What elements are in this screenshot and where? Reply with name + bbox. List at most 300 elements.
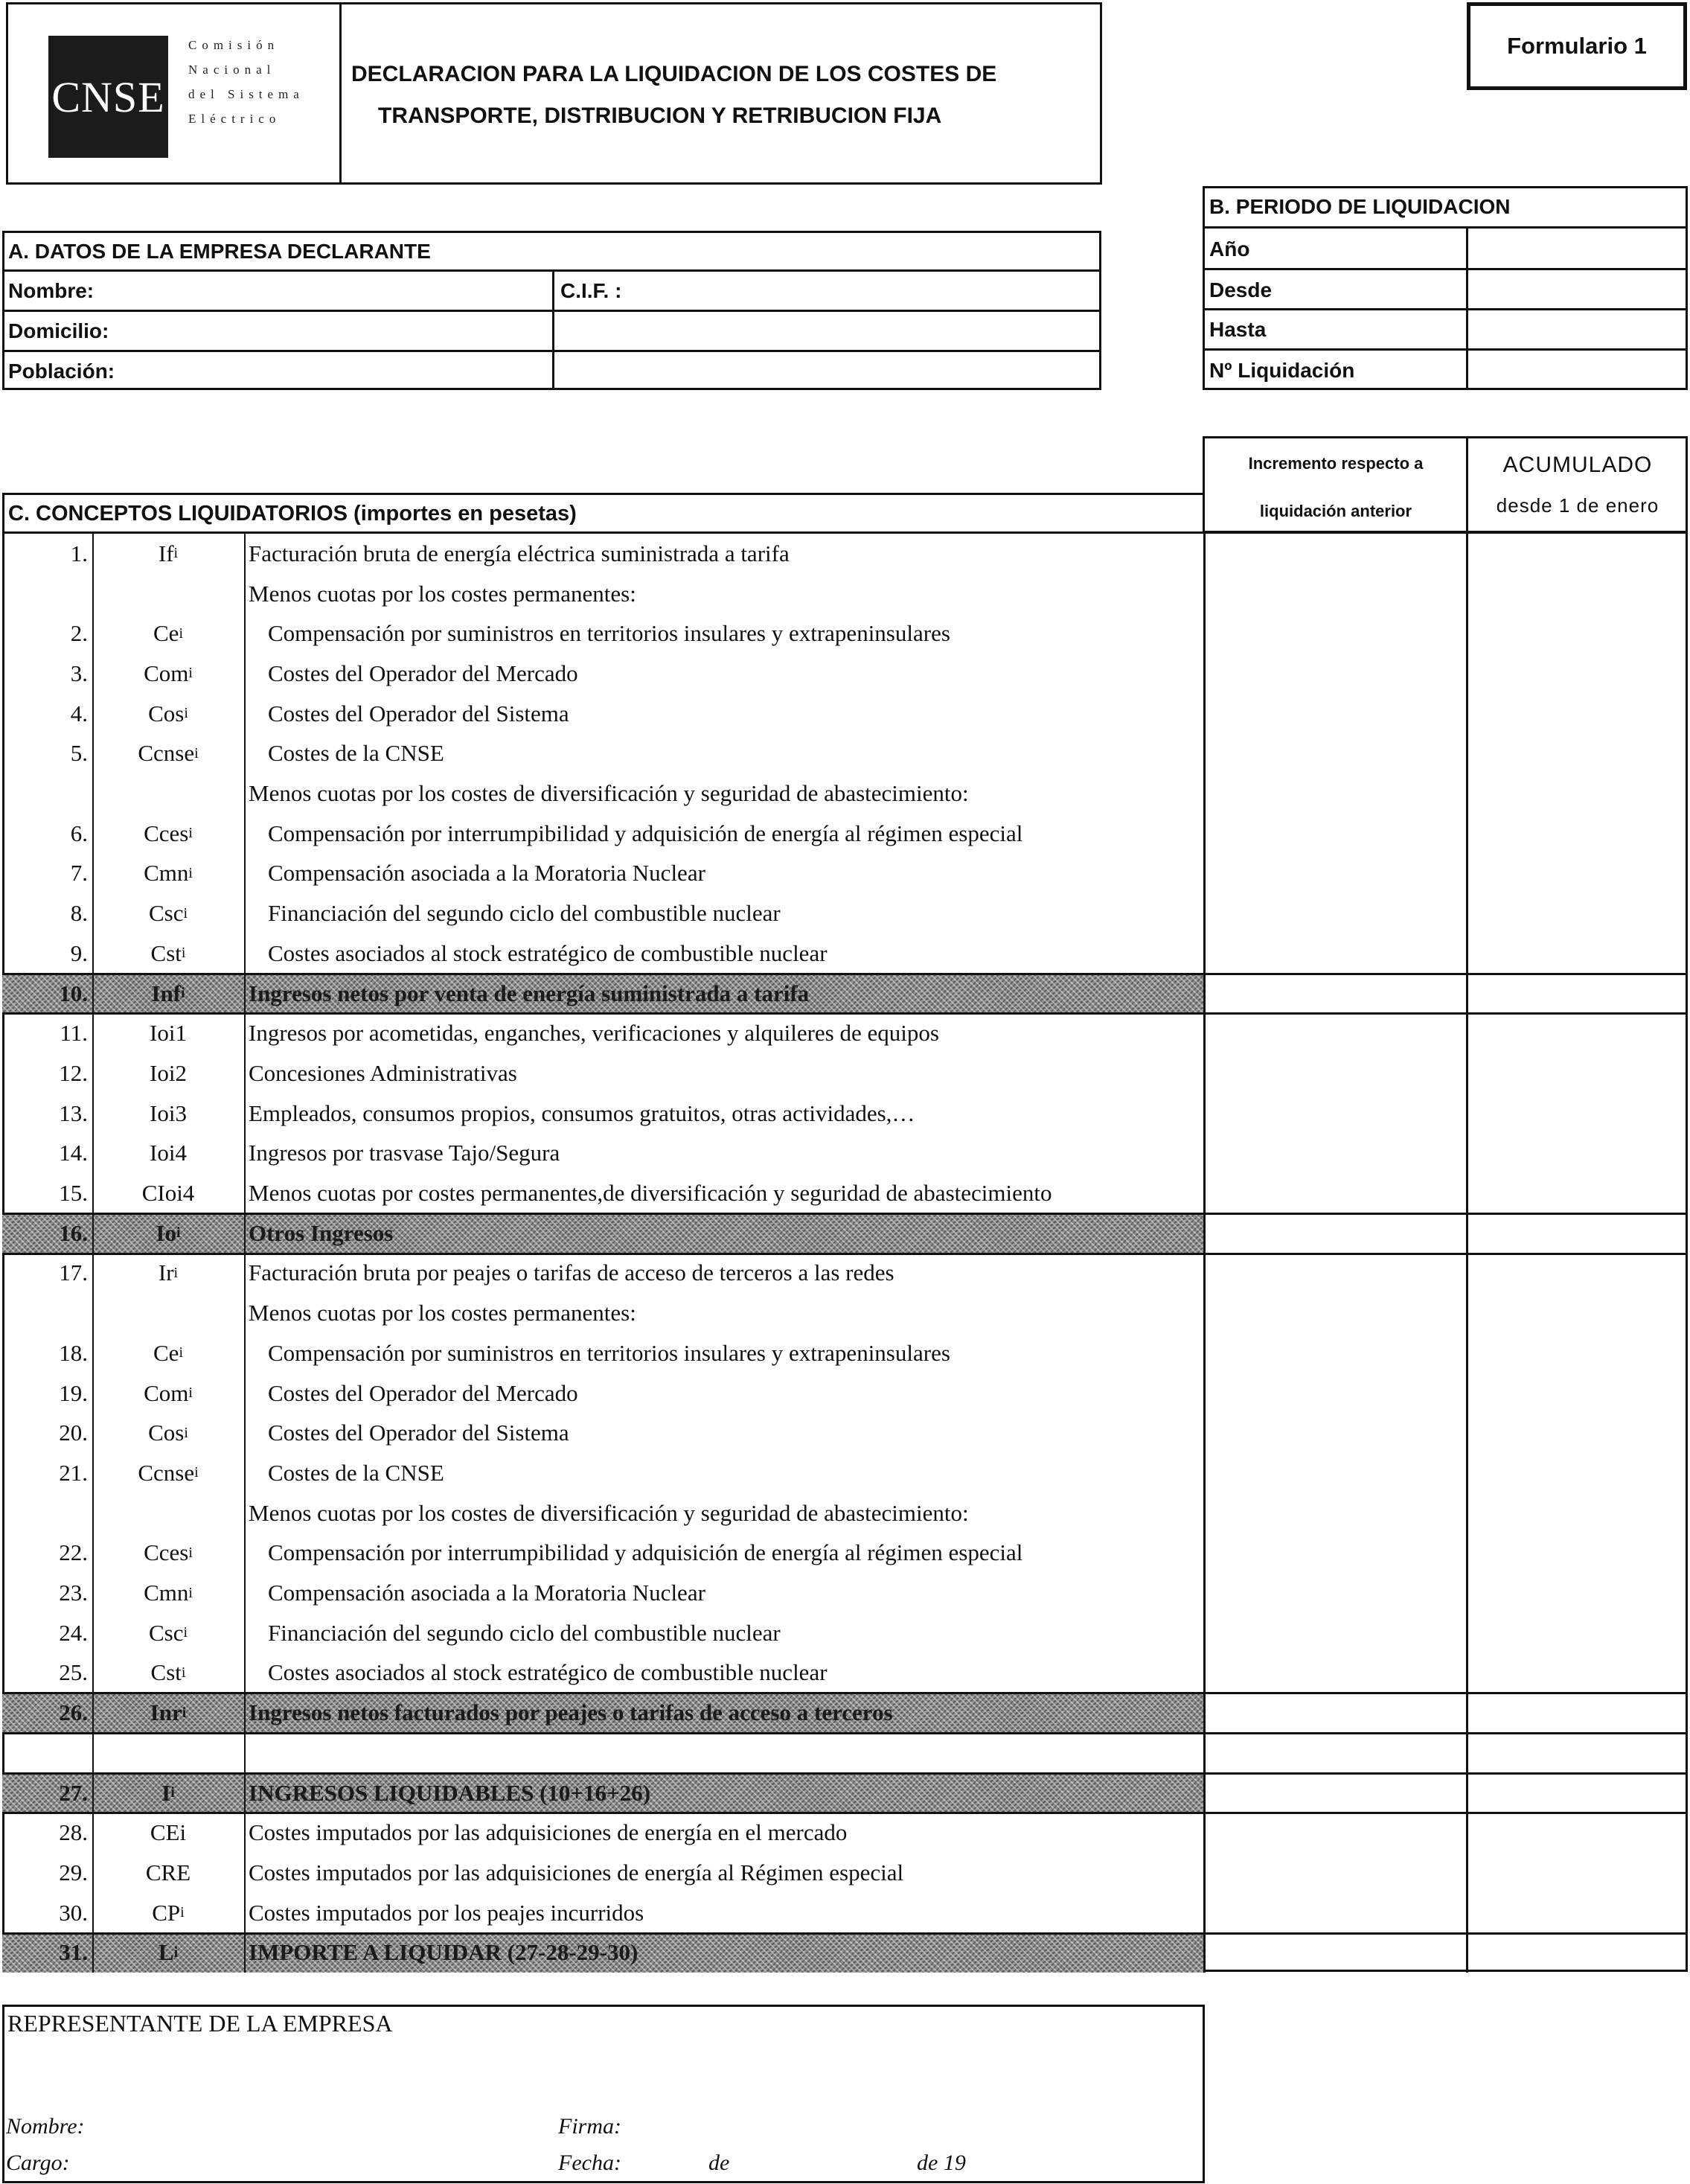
concept-row — [2, 1213, 1688, 1254]
symbol-main: L — [158, 1939, 174, 1966]
incremento-cell[interactable] — [1203, 1933, 1466, 1973]
symbol-subscript: i — [188, 665, 193, 682]
symbol-subscript: i — [188, 825, 193, 842]
acumulado-cell[interactable] — [1466, 814, 1688, 854]
row-symbol — [92, 1733, 244, 1773]
acumulado-cell[interactable] — [1466, 654, 1688, 694]
acumulado-cell[interactable] — [1466, 893, 1688, 933]
row-divider — [2, 973, 1688, 975]
incremento-cell[interactable] — [1203, 1093, 1466, 1134]
row-symbol — [92, 574, 244, 614]
concept-row — [2, 933, 1688, 974]
ano-label: Año — [1209, 237, 1250, 261]
symbol-main: CEi — [150, 1819, 187, 1846]
acumulado-cell[interactable] — [1466, 534, 1688, 574]
document-title — [351, 54, 1095, 137]
row-number — [2, 574, 92, 614]
row-symbol — [92, 1053, 244, 1093]
row-description: Compensación por suministros en territorios insulares y extrapeninsulares — [268, 620, 950, 647]
row-number — [2, 1733, 92, 1773]
symbol-subscript: i — [176, 1224, 181, 1242]
symbol-main: Com — [144, 1379, 189, 1406]
concept-row — [2, 1853, 1688, 1893]
row-number: 6. — [70, 820, 88, 846]
rep-fecha-de: de — [708, 2151, 730, 2175]
row-description: Ingresos por acometidas, enganches, verificaciones y alquileres de equipos — [249, 1020, 939, 1047]
row-symbol — [92, 1254, 244, 1294]
incremento-cell[interactable] — [1203, 1733, 1466, 1773]
title-line-2: TRANSPORTE, DISTRIBUCION Y RETRIBUCION FIJA — [378, 103, 942, 128]
representante-title: REPRESENTANTE DE LA EMPRESA — [7, 2010, 393, 2037]
row-symbol — [92, 1293, 244, 1333]
incremento-cell[interactable] — [1203, 974, 1466, 1014]
acumulado-cell[interactable] — [1466, 1533, 1688, 1574]
concept-row — [2, 1693, 1688, 1733]
concept-row — [2, 1413, 1688, 1453]
symbol-subscript: i — [173, 1264, 179, 1281]
symbol-main: Cces — [144, 820, 189, 846]
concept-row — [2, 814, 1688, 854]
acumulado-cell[interactable] — [1466, 1213, 1688, 1254]
logo-mark — [48, 36, 168, 158]
row-symbol — [92, 1093, 244, 1134]
symbol-main: Cmn — [144, 860, 189, 887]
acumulado-cell[interactable] — [1466, 694, 1688, 734]
symbol-subscript: i — [188, 864, 193, 881]
row-number: 4. — [70, 700, 88, 727]
symbol-main: If — [158, 540, 174, 566]
row-number: 29. — [59, 1859, 88, 1886]
concept-row — [2, 1573, 1688, 1613]
incremento-cell[interactable] — [1203, 1254, 1466, 1294]
row-description: Ingresos netos facturados por peajes o tarifas de acceso a terceros — [249, 1699, 893, 1726]
concept-row — [2, 1493, 1688, 1533]
row-number: 9. — [70, 939, 88, 966]
row-description: Costes del Operador del Mercado — [268, 660, 578, 686]
incremento-cell[interactable] — [1203, 734, 1466, 774]
acumulado-header-line: ACUMULADO — [1502, 453, 1653, 477]
incremento-cell[interactable] — [1203, 1573, 1466, 1613]
incremento-cell[interactable] — [1203, 1453, 1466, 1493]
row-description: Costes de la CNSE — [268, 740, 444, 767]
symbol-subscript: i — [181, 945, 186, 962]
incremento-cell[interactable] — [1203, 1613, 1466, 1653]
row-symbol — [92, 1813, 244, 1853]
incremento-cell[interactable] — [1203, 1053, 1466, 1093]
concept-row — [2, 534, 1688, 574]
row-number: 2. — [70, 620, 88, 647]
symbol-main: Ioi4 — [150, 1140, 187, 1166]
acumulado-cell[interactable] — [1466, 1053, 1688, 1093]
symbol-main: Cos — [148, 700, 185, 727]
row-symbol — [92, 1533, 244, 1574]
rep-firma-label: Firma: — [558, 2114, 621, 2139]
incremento-cell[interactable] — [1203, 1134, 1466, 1174]
symbol-main: Com — [144, 660, 189, 686]
row-number: 1. — [70, 540, 88, 566]
row-number: 10. — [59, 980, 88, 1006]
row-description: Costes asociados al stock estratégico de combustible nuclear — [268, 1659, 828, 1686]
row-number: 20. — [59, 1420, 88, 1446]
row-number — [2, 773, 92, 814]
row-symbol — [92, 974, 244, 1014]
acumulado-cell[interactable] — [1466, 1453, 1688, 1493]
acumulado-cell[interactable] — [1466, 1013, 1688, 1053]
row-description: Costes imputados por las adquisiciones de energía en el mercado — [249, 1819, 848, 1846]
symbol-main: Ioi2 — [150, 1059, 187, 1086]
symbol-main: Ioi3 — [150, 1099, 187, 1126]
row-description: Compensación por interrumpibilidad y adquisición de energía al régimen especial — [268, 1539, 1023, 1566]
row-divider — [2, 1253, 1688, 1255]
concept-row — [2, 974, 1688, 1014]
acumulado-cell[interactable] — [1466, 1613, 1688, 1653]
symbol-main: Ce — [153, 620, 179, 647]
form-label: Formulario 1 — [1507, 33, 1647, 59]
symbol-main: CIoi4 — [141, 1180, 195, 1207]
acumulado-cell[interactable] — [1466, 734, 1688, 774]
row-description: Facturación bruta por peajes o tarifas de acceso de terceros a las redes — [249, 1259, 894, 1286]
row-number: 5. — [70, 740, 88, 767]
symbol-subscript: i — [184, 1424, 188, 1441]
row-description: Compensación por suministros en territorios insulares y extrapeninsulares — [268, 1339, 950, 1366]
row-symbol — [92, 1853, 244, 1893]
incremento-cell[interactable] — [1203, 1293, 1466, 1333]
row-description: Costes imputados por las adquisiciones de energía al Régimen especial — [249, 1859, 904, 1886]
acumulado-cell[interactable] — [1466, 1853, 1688, 1893]
row-number — [2, 1493, 92, 1533]
symbol-main: Ioi1 — [150, 1020, 187, 1047]
row-description: Facturación bruta de energía eléctrica suministrada a tarifa — [249, 540, 790, 566]
acumulado-cell[interactable] — [1466, 1693, 1688, 1733]
incremento-cell[interactable] — [1203, 574, 1466, 614]
row-description: Menos cuotas por costes permanentes,de diversificación y seguridad de abastecimiento — [249, 1180, 1052, 1207]
row-number: 16. — [59, 1219, 88, 1246]
row-symbol — [92, 1693, 244, 1733]
row-divider — [2, 1772, 1688, 1775]
acumulado-cell[interactable] — [1466, 1293, 1688, 1333]
concept-row — [2, 1613, 1688, 1653]
incremento-header-line: Incremento respecto a — [1248, 454, 1424, 473]
poblacion-label: Población: — [8, 360, 115, 383]
row-description: Costes del Operador del Sistema — [268, 1420, 569, 1446]
incremento-cell[interactable] — [1203, 1493, 1466, 1533]
logo-line: del Sistema — [188, 87, 304, 101]
symbol-main: Cst — [150, 1659, 182, 1686]
concept-row — [2, 1813, 1688, 1853]
acumulado-cell[interactable] — [1466, 1173, 1688, 1213]
incremento-cell[interactable] — [1203, 1173, 1466, 1213]
symbol-main: Cst — [150, 939, 182, 966]
concept-row — [2, 1134, 1688, 1174]
acumulado-cell[interactable] — [1466, 773, 1688, 814]
form-label-box — [1467, 2, 1687, 90]
row-description: Costes asociados al stock estratégico de combustible nuclear — [268, 939, 828, 966]
concept-row — [2, 1773, 1688, 1813]
cif-label: C.I.F. : — [560, 279, 622, 302]
incremento-cell[interactable] — [1203, 1333, 1466, 1373]
symbol-subscript: i — [183, 904, 188, 922]
symbol-subscript: i — [188, 1584, 193, 1601]
concept-row — [2, 1893, 1688, 1933]
symbol-subscript: i — [179, 625, 183, 642]
symbol-subscript: i — [173, 545, 179, 562]
row-symbol — [92, 694, 244, 734]
concept-row — [2, 1254, 1688, 1294]
row-symbol — [92, 1573, 244, 1613]
incremento-cell[interactable] — [1203, 534, 1466, 574]
symbol-main: I — [161, 1779, 171, 1806]
row-description: Costes del Operador del Sistema — [268, 700, 569, 727]
concept-row — [2, 1533, 1688, 1574]
incremento-cell[interactable] — [1203, 694, 1466, 734]
row-symbol — [92, 1333, 244, 1373]
row-symbol — [92, 893, 244, 933]
incremento-cell[interactable] — [1203, 1013, 1466, 1053]
row-description: Otros Ingresos — [249, 1219, 394, 1246]
row-symbol — [92, 1893, 244, 1933]
symbol-main: Csc — [148, 1619, 184, 1646]
logo-line: Eléctrico — [188, 112, 281, 126]
row-number: 18. — [59, 1339, 88, 1366]
row-symbol — [92, 1613, 244, 1653]
rep-nombre-label: Nombre: — [6, 2114, 85, 2139]
incremento-cell[interactable] — [1203, 854, 1466, 894]
incremento-cell[interactable] — [1203, 1813, 1466, 1853]
incremento-cell[interactable] — [1203, 654, 1466, 694]
symbol-subscript: i — [183, 1624, 188, 1641]
incremento-cell[interactable] — [1203, 1653, 1466, 1693]
acumulado-cell[interactable] — [1466, 1413, 1688, 1453]
incremento-cell[interactable] — [1203, 1693, 1466, 1733]
symbol-main: Io — [156, 1219, 176, 1246]
row-symbol — [92, 933, 244, 974]
row-divider — [2, 1213, 1688, 1215]
acumulado-cell[interactable] — [1466, 1573, 1688, 1613]
symbol-subscript: i — [181, 1664, 186, 1681]
row-description: Menos cuotas por los costes permanentes: — [249, 1300, 636, 1326]
row-number: 13. — [59, 1099, 88, 1126]
acumulado-cell[interactable] — [1466, 974, 1688, 1014]
row-number: 28. — [59, 1819, 88, 1846]
row-number: 25. — [59, 1659, 88, 1686]
row-number: 27. — [59, 1779, 88, 1806]
row-symbol — [92, 1134, 244, 1174]
row-symbol — [92, 1653, 244, 1693]
row-symbol — [92, 773, 244, 814]
symbol-subscript: i — [184, 705, 188, 722]
row-description: Financiación del segundo ciclo del combustible nuclear — [268, 1619, 781, 1646]
row-symbol — [92, 1013, 244, 1053]
row-divider — [2, 1812, 1688, 1814]
acumulado-header — [1467, 453, 1688, 517]
row-symbol — [92, 1373, 244, 1414]
concept-row — [2, 1293, 1688, 1333]
concept-row — [2, 574, 1688, 614]
incremento-cell[interactable] — [1203, 1413, 1466, 1453]
symbol-subscript: i — [170, 1784, 175, 1801]
row-symbol — [92, 1213, 244, 1254]
acumulado-cell[interactable] — [1466, 613, 1688, 654]
row-number: 12. — [59, 1059, 88, 1086]
symbol-subscript: i — [194, 744, 199, 761]
concept-row — [2, 1453, 1688, 1493]
symbol-main: Ccnse — [138, 1459, 195, 1486]
symbol-subscript: i — [179, 1344, 183, 1361]
acumulado-cell[interactable] — [1466, 574, 1688, 614]
rep-cargo-label: Cargo: — [6, 2151, 70, 2175]
incremento-cell[interactable] — [1203, 613, 1466, 654]
logo-line: Nacional — [188, 63, 276, 77]
row-number: 15. — [59, 1180, 88, 1207]
symbol-main: Csc — [148, 900, 184, 927]
acumulado-cell[interactable] — [1466, 933, 1688, 974]
section-a-title: A. DATOS DE LA EMPRESA DECLARANTE — [8, 240, 431, 263]
acumulado-cell[interactable] — [1466, 1733, 1688, 1773]
title-line-1: DECLARACION PARA LA LIQUIDACION DE LOS COSTES DE — [351, 62, 997, 86]
acumulado-cell[interactable] — [1466, 1093, 1688, 1134]
domicilio-label: Domicilio: — [8, 319, 109, 342]
acumulado-cell[interactable] — [1466, 1893, 1688, 1933]
row-symbol — [92, 534, 244, 574]
symbol-main: Inf — [151, 980, 182, 1006]
row-description: Menos cuotas por los costes permanentes: — [249, 580, 636, 607]
row-number: 31. — [59, 1939, 88, 1966]
nombre-label: Nombre: — [8, 279, 95, 302]
acumulado-cell[interactable] — [1466, 1493, 1688, 1533]
desde-label: Desde — [1209, 278, 1273, 301]
acumulado-header-line: desde 1 de enero — [1496, 494, 1659, 517]
row-description: Compensación asociada a la Moratoria Nuclear — [268, 860, 705, 887]
row-description — [249, 1733, 1200, 1773]
incremento-header — [1206, 454, 1466, 521]
numero-liquidacion-label: Nº Liquidación — [1209, 359, 1355, 382]
row-number: 8. — [70, 900, 88, 927]
concept-row — [2, 1013, 1688, 1053]
acumulado-cell[interactable] — [1466, 1773, 1688, 1813]
incremento-cell[interactable] — [1203, 1853, 1466, 1893]
row-description: Empleados, consumos propios, consumos gratuitos, otras actividades,… — [249, 1099, 915, 1126]
row-divider — [2, 1932, 1688, 1935]
incremento-cell[interactable] — [1203, 893, 1466, 933]
logo-text — [188, 33, 337, 131]
logo-block — [7, 4, 342, 183]
row-description: Financiación del segundo ciclo del combustible nuclear — [268, 900, 781, 927]
incremento-cell[interactable] — [1203, 1213, 1466, 1254]
concept-row — [2, 854, 1688, 894]
row-symbol — [92, 814, 244, 854]
acumulado-cell[interactable] — [1466, 1333, 1688, 1373]
symbol-subscript: i — [194, 1464, 199, 1481]
concept-row — [2, 694, 1688, 734]
row-description: IMPORTE A LIQUIDAR (27-28-29-30) — [249, 1939, 638, 1966]
row-symbol — [92, 1933, 244, 1973]
row-symbol — [92, 613, 244, 654]
row-description: Ingresos por trasvase Tajo/Segura — [249, 1140, 560, 1166]
incremento-cell[interactable] — [1203, 1773, 1466, 1813]
concept-row — [2, 1373, 1688, 1414]
column-divider — [92, 534, 94, 1973]
symbol-subscript: i — [181, 985, 185, 1002]
concept-row — [2, 1733, 1688, 1773]
row-number: 21. — [59, 1459, 88, 1486]
symbol-main: Cos — [148, 1420, 185, 1446]
row-description: INGRESOS LIQUIDABLES (10+16+26) — [249, 1779, 651, 1806]
row-description: Concesiones Administrativas — [249, 1059, 517, 1086]
acumulado-cell[interactable] — [1466, 854, 1688, 894]
row-symbol — [92, 1453, 244, 1493]
incremento-cell[interactable] — [1203, 933, 1466, 974]
row-number: 17. — [59, 1259, 88, 1286]
row-symbol — [92, 654, 244, 694]
row-symbol — [92, 854, 244, 894]
row-number: 23. — [59, 1580, 88, 1606]
row-description: Compensación por interrumpibilidad y adquisición de energía al régimen especial — [268, 820, 1023, 846]
acumulado-cell[interactable] — [1466, 1254, 1688, 1294]
row-symbol — [92, 1493, 244, 1533]
incremento-cell[interactable] — [1203, 814, 1466, 854]
rep-fecha-label: Fecha: — [558, 2151, 621, 2175]
symbol-subscript: i — [188, 1385, 193, 1402]
symbol-subscript: i — [188, 1544, 193, 1561]
incremento-cell[interactable] — [1203, 1893, 1466, 1933]
symbol-main: Cces — [144, 1539, 189, 1566]
row-number: 11. — [60, 1020, 88, 1047]
acumulado-cell[interactable] — [1466, 1813, 1688, 1853]
incremento-cell[interactable] — [1203, 1533, 1466, 1574]
row-symbol — [92, 734, 244, 774]
row-number — [2, 1293, 92, 1333]
column-divider — [1466, 534, 1468, 1973]
row-number: 26. — [59, 1699, 88, 1726]
logo-line: Comisión — [188, 38, 280, 52]
row-divider — [2, 1732, 1688, 1734]
symbol-main: Ce — [153, 1339, 179, 1366]
logo-abbr: CNSE — [51, 72, 165, 121]
row-description: Compensación asociada a la Moratoria Nuclear — [268, 1580, 705, 1606]
row-description: Ingresos netos por venta de energía suministrada a tarifa — [249, 980, 810, 1006]
rep-fecha-de19: de 19 — [917, 2151, 966, 2175]
incremento-cell[interactable] — [1203, 773, 1466, 814]
acumulado-cell[interactable] — [1466, 1653, 1688, 1693]
acumulado-cell[interactable] — [1466, 1373, 1688, 1414]
acumulado-cell[interactable] — [1466, 1933, 1688, 1973]
concept-row — [2, 613, 1688, 654]
row-description: Menos cuotas por los costes de diversificación y seguridad de abastecimiento: — [249, 780, 969, 807]
row-description: Costes imputados por los peajes incurridos — [249, 1899, 644, 1926]
row-symbol — [92, 1413, 244, 1453]
concept-row — [2, 734, 1688, 774]
concept-row — [2, 1053, 1688, 1093]
row-number: 3. — [70, 660, 88, 686]
symbol-subscript: i — [180, 1904, 185, 1921]
concept-row — [2, 893, 1688, 933]
concept-row — [2, 1173, 1688, 1213]
divider — [1466, 226, 1468, 390]
symbol-subscript: i — [173, 1944, 179, 1961]
row-number: 24. — [59, 1619, 88, 1646]
row-number: 30. — [59, 1899, 88, 1926]
symbol-subscript: i — [182, 1704, 187, 1721]
acumulado-cell[interactable] — [1466, 1134, 1688, 1174]
divider — [1203, 226, 1688, 229]
incremento-header-line: liquidación anterior — [1259, 502, 1412, 520]
section-c-title: C. CONCEPTOS LIQUIDATORIOS (importes en pesetas) — [8, 501, 577, 526]
row-divider — [2, 1012, 1688, 1015]
incremento-cell[interactable] — [1203, 1373, 1466, 1414]
concept-row — [2, 1933, 1688, 1973]
section-b-title: B. PERIODO DE LIQUIDACION — [1209, 195, 1511, 218]
symbol-main: Ir — [158, 1259, 174, 1286]
